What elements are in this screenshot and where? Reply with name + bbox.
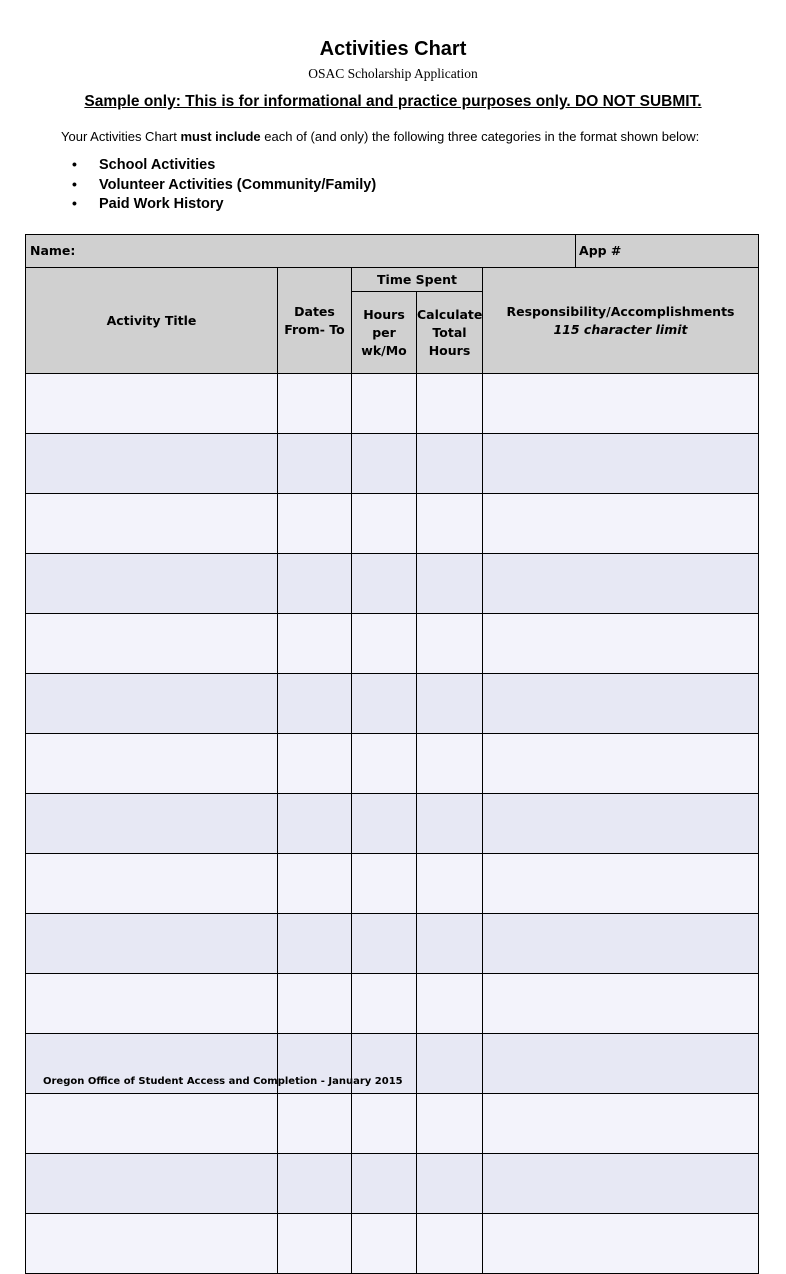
cell-dates[interactable] [278,614,352,674]
category-item [72,175,376,195]
cell-responsibility[interactable] [483,1154,759,1214]
bullet-icon: • [72,195,77,211]
cell-responsibility[interactable] [483,914,759,974]
category-list [72,155,376,214]
cell-hours[interactable] [352,794,417,854]
footer-text: Oregon Office of Student Access and Completion - January 2015 [43,1076,403,1087]
cell-activity-title[interactable] [26,1154,278,1214]
cell-responsibility[interactable] [483,494,759,554]
cell-activity-title[interactable] [26,434,278,494]
cell-hours[interactable] [352,974,417,1034]
cell-calculate[interactable] [417,914,483,974]
cell-responsibility[interactable] [483,674,759,734]
col-dates [278,268,352,374]
col-hours [352,291,417,374]
cell-dates[interactable] [278,914,352,974]
name-label: Name: [30,243,76,259]
cell-hours[interactable] [352,1094,417,1154]
cell-activity-title[interactable] [26,674,278,734]
col-resp-title: Responsibility/Accomplishments [506,303,735,319]
category-item [72,194,376,214]
table-row [26,614,759,674]
page-title: Activities Chart [319,38,467,60]
cell-dates[interactable] [278,734,352,794]
cell-hours[interactable] [352,554,417,614]
table-row [26,854,759,914]
cell-activity-title[interactable] [26,614,278,674]
intro-text-end: each of (and only) the following three categories in the format shown below: [260,129,700,144]
category-item [72,155,376,175]
category-label: Paid Work History [99,196,224,212]
cell-dates[interactable] [278,494,352,554]
cell-activity-title[interactable] [26,1213,278,1273]
category-label: Volunteer Activities (Community/Family) [99,176,377,193]
cell-hours[interactable] [352,614,417,674]
table-row [26,974,759,1034]
cell-dates[interactable] [278,974,352,1034]
cell-hours[interactable] [352,914,417,974]
cell-activity-title[interactable] [26,914,278,974]
col-calc-line3: Hours [428,342,471,358]
table-row [26,734,759,794]
col-dates-line1: Dates [294,303,335,319]
cell-dates[interactable] [278,374,352,434]
table-row [26,794,759,854]
col-hours-line1: Hours [363,306,405,322]
cell-calculate[interactable] [417,494,483,554]
table-row [26,374,759,434]
cell-responsibility[interactable] [483,1034,759,1094]
table-row [26,1094,759,1154]
page-subtitle: OSAC Scholarship Application [308,66,478,81]
cell-activity-title[interactable] [26,974,278,1034]
cell-responsibility[interactable] [483,614,759,674]
cell-calculate[interactable] [417,1094,483,1154]
app-number-label: App # [579,243,622,259]
table-row [26,1154,759,1214]
time-spent-label: Time Spent [377,271,457,287]
cell-calculate[interactable] [417,554,483,614]
table-row [26,554,759,614]
cell-dates[interactable] [278,674,352,734]
cell-responsibility[interactable] [483,554,759,614]
bullet-icon: • [72,156,77,172]
cell-activity-title[interactable] [26,374,278,434]
cell-calculate[interactable] [417,794,483,854]
cell-responsibility[interactable] [483,794,759,854]
cell-activity-title[interactable] [26,1094,278,1154]
cell-calculate[interactable] [417,614,483,674]
cell-activity-title[interactable] [26,554,278,614]
cell-calculate[interactable] [417,434,483,494]
cell-calculate[interactable] [417,1034,483,1094]
cell-calculate[interactable] [417,974,483,1034]
cell-calculate[interactable] [417,854,483,914]
col-resp-limit: 115 character limit [553,321,688,337]
time-spent-header [352,268,483,291]
cell-responsibility[interactable] [483,1213,759,1273]
col-calc-line1: Calculate [417,306,483,322]
col-activity-title-label: Activity Title [106,312,197,328]
table-row [26,494,759,554]
cell-calculate[interactable] [417,674,483,734]
cell-dates[interactable] [278,794,352,854]
cell-calculate[interactable] [417,734,483,794]
sample-notice: Sample only: This is for informational and practice purposes only. DO NOT SUBMIT. [84,93,702,110]
cell-dates[interactable] [278,1213,352,1273]
cell-calculate[interactable] [417,1154,483,1214]
cell-hours[interactable] [352,494,417,554]
cell-activity-title[interactable] [26,734,278,794]
cell-hours[interactable] [352,1154,417,1214]
cell-hours[interactable] [352,374,417,434]
col-responsibility [483,268,759,374]
name-field[interactable] [26,235,576,268]
cell-responsibility[interactable] [483,854,759,914]
app-number-field[interactable] [576,235,759,268]
cell-hours[interactable] [352,1213,417,1273]
col-calculate [417,291,483,374]
table-row [26,434,759,494]
cell-dates[interactable] [278,434,352,494]
intro-text-emphasis: must include [180,129,261,144]
cell-dates[interactable] [278,1094,352,1154]
col-hours-line3: wk/Mo [361,342,407,358]
cell-calculate[interactable] [417,1213,483,1273]
cell-responsibility[interactable] [483,434,759,494]
col-activity-title [26,268,278,374]
cell-activity-title[interactable] [26,854,278,914]
cell-hours[interactable] [352,674,417,734]
table-row [26,1213,759,1273]
cell-responsibility[interactable] [483,374,759,434]
cell-hours[interactable] [352,854,417,914]
cell-dates[interactable] [278,854,352,914]
cell-activity-title[interactable] [26,494,278,554]
intro-text-start: Your Activities Chart [61,129,181,144]
cell-activity-title[interactable] [26,794,278,854]
cell-responsibility[interactable] [483,974,759,1034]
cell-hours[interactable] [352,734,417,794]
table-row [26,914,759,974]
category-label: School Activities [99,157,216,173]
activities-table [25,234,759,1274]
intro-text [61,129,699,144]
cell-dates[interactable] [278,554,352,614]
cell-responsibility[interactable] [483,1094,759,1154]
col-dates-line2: From- To [284,321,345,337]
cell-hours[interactable] [352,434,417,494]
table-row [26,674,759,734]
col-hours-line2: per [372,324,396,340]
col-calc-line2: Total [432,324,467,340]
bullet-icon: • [72,175,77,192]
cell-calculate[interactable] [417,374,483,434]
cell-responsibility[interactable] [483,734,759,794]
cell-dates[interactable] [278,1154,352,1214]
